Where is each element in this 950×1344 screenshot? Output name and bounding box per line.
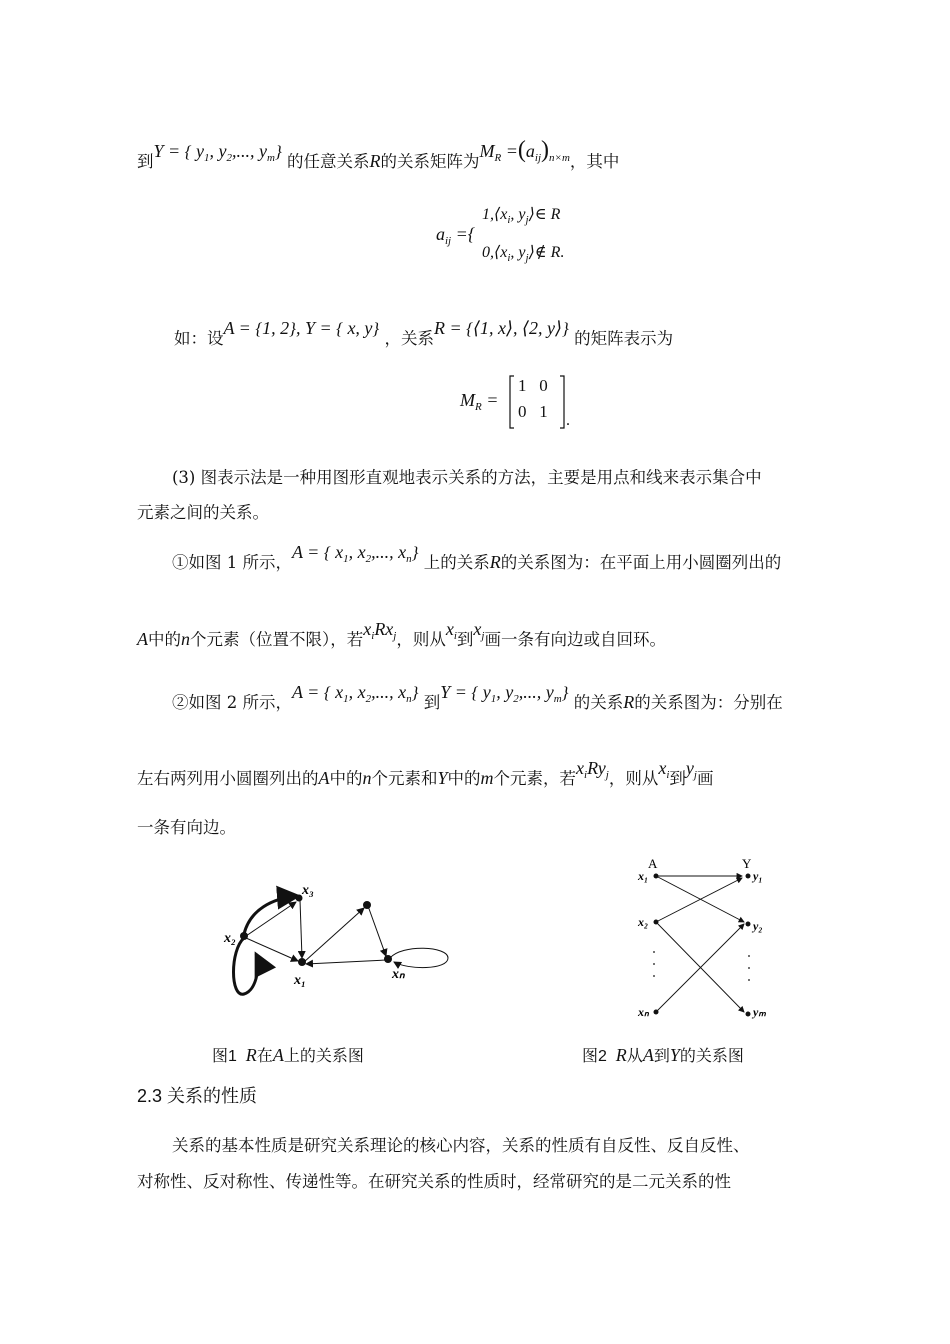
text: 的关系图为：在平面上用小圆圈列出的 bbox=[500, 553, 782, 572]
text: 的关系图为：分别在 bbox=[634, 693, 783, 712]
ellipsis-right bbox=[748, 955, 750, 981]
text: 个元素，若 bbox=[493, 769, 577, 788]
symbol-xi: $x_i$ bbox=[445, 619, 457, 642]
text: 到 bbox=[669, 769, 686, 788]
label-x2: x₂ bbox=[638, 915, 649, 929]
symbol-A: A bbox=[272, 1045, 284, 1065]
node-x1 bbox=[654, 874, 659, 879]
edge-x2-x3 bbox=[246, 902, 296, 936]
text: 关系的基本性质是研究关系理论的核心内容，关系的性质有自反性、反自反性、 bbox=[172, 1136, 750, 1155]
set-Y-example: , Y = { x, y} bbox=[295, 318, 380, 338]
edge-x2-y1 bbox=[656, 878, 742, 922]
edge-top-xn bbox=[368, 906, 386, 956]
section-heading: 2.3 关系的性质 bbox=[137, 1086, 258, 1106]
relation-R: R bbox=[489, 552, 501, 572]
text: 到 bbox=[423, 693, 441, 712]
symbol-A: A bbox=[642, 1045, 654, 1065]
text: 在 bbox=[256, 1048, 273, 1065]
column-label-A: A bbox=[648, 856, 658, 871]
text: ，则从 bbox=[608, 769, 659, 788]
set-A-x: A = { $x_1$, $x_2$,..., $x_n$} bbox=[292, 682, 419, 705]
node-x2 bbox=[654, 920, 659, 925]
label-xn: xₙ bbox=[638, 1005, 649, 1019]
text: ，则从 bbox=[396, 630, 446, 649]
label-x1: x₁ bbox=[638, 869, 649, 883]
figure-1-caption bbox=[212, 1043, 364, 1066]
text: 中的 bbox=[148, 630, 181, 649]
item1-line2 bbox=[137, 619, 858, 658]
edge-x3-x1 bbox=[300, 900, 302, 958]
figure-1-graph bbox=[222, 870, 482, 1020]
symbol-Y: Y bbox=[669, 1045, 680, 1065]
set-Y-formula: Y = { $y_1$, $y_2$,..., $y_m$} bbox=[153, 141, 282, 164]
matrix-dot: . bbox=[566, 412, 570, 429]
figure-2-caption bbox=[582, 1043, 744, 1066]
text: ②如图 2 所示， bbox=[172, 693, 292, 712]
ellipsis-left bbox=[653, 951, 655, 977]
set-A-x: A = { $x_1$, $x_2$,..., $x_n$} bbox=[292, 542, 419, 565]
text: 左右两列用小圆圈列出的 bbox=[137, 769, 319, 788]
text: 从 bbox=[626, 1048, 643, 1065]
item1-line1 bbox=[172, 542, 858, 581]
relation-xRy: $x_iRy_j$ bbox=[576, 758, 609, 781]
text: 图2 bbox=[582, 1048, 607, 1065]
relation-R: R bbox=[369, 151, 381, 171]
text: ，关系 bbox=[384, 329, 434, 348]
item2-line1 bbox=[172, 682, 858, 721]
edge-x2-x1 bbox=[246, 938, 298, 961]
matrix-row-1: 1 0 bbox=[518, 376, 548, 395]
text: 到 bbox=[137, 152, 154, 171]
edge-x2-x3-curve bbox=[244, 896, 298, 934]
relation-R: R bbox=[623, 692, 635, 712]
text: 的关系 bbox=[573, 693, 624, 712]
piecewise-definition bbox=[436, 200, 656, 270]
piecewise-case2: $0,⟨x_i$, $y_j⟩\notin$ R. bbox=[482, 244, 565, 264]
matrix-formula: $M_R =(a_{ij})_{n\times m}$ bbox=[479, 137, 570, 164]
node-x1 bbox=[298, 958, 306, 966]
text: 到 bbox=[653, 1048, 670, 1065]
para-matrix-def bbox=[137, 137, 858, 180]
text: 中的 bbox=[329, 769, 363, 788]
text: 的关系矩阵为 bbox=[380, 152, 480, 171]
symbol-xi: $x_i$ bbox=[658, 758, 670, 781]
figure-2-graph bbox=[632, 852, 782, 1022]
label-x3: x₃ bbox=[302, 883, 314, 898]
node-x2 bbox=[240, 932, 248, 940]
example-line bbox=[140, 318, 858, 351]
section-para-line1 bbox=[172, 1134, 858, 1158]
text: 的关系图 bbox=[679, 1048, 744, 1065]
text: 如：设 bbox=[174, 329, 224, 348]
section-para-line2 bbox=[137, 1170, 858, 1194]
text: 的任意关系 bbox=[287, 152, 370, 171]
symbol-m: m bbox=[480, 768, 494, 788]
para-graph-method-1 bbox=[172, 466, 858, 490]
node-top bbox=[363, 901, 371, 909]
text: 到 bbox=[456, 630, 474, 649]
symbol-A: A bbox=[137, 629, 148, 649]
text: 个元素和 bbox=[371, 769, 438, 788]
label-xn: xₙ bbox=[392, 967, 405, 982]
edge-xn-x1 bbox=[306, 960, 386, 964]
matrix-example bbox=[460, 372, 620, 432]
symbol-n: n bbox=[362, 768, 372, 788]
matrix-lhs: $M_R$ = bbox=[460, 390, 499, 413]
label-x1: x₁ bbox=[294, 973, 306, 988]
set-Y-y: Y = { $y_1$, $y_2$,..., $y_m$} bbox=[440, 682, 569, 705]
text: 上的关系图 bbox=[283, 1048, 364, 1065]
node-y1 bbox=[746, 874, 751, 879]
symbol-Y: Y bbox=[437, 768, 448, 788]
item2-line3 bbox=[137, 816, 858, 840]
symbol-R: R bbox=[245, 1045, 257, 1065]
text: ①如图 1 所示， bbox=[172, 553, 292, 572]
text: 对称性、反对称性、传递性等。在研究关系的性质时，经常研究的是二元关系的性 bbox=[137, 1172, 731, 1191]
relation-xRx: $x_iRx_j$ bbox=[363, 619, 397, 642]
para-graph-method-2 bbox=[137, 501, 858, 525]
set-A-example: A = {1, 2} bbox=[223, 318, 296, 338]
node-ym bbox=[746, 1012, 751, 1017]
text: 中的 bbox=[447, 769, 481, 788]
text: 一条有向边。 bbox=[137, 818, 236, 837]
symbol-n: n bbox=[181, 629, 190, 649]
symbol-yj: $y_j$ bbox=[685, 758, 697, 781]
matrix-row-2: 0 1 bbox=[518, 402, 548, 421]
piecewise-lhs: $a_{ij}$ ={ bbox=[436, 224, 475, 247]
label-ym: yₘ bbox=[753, 1005, 766, 1019]
symbol-A: A bbox=[318, 768, 330, 788]
label-x2: x₂ bbox=[224, 931, 236, 946]
node-xn bbox=[654, 1010, 659, 1015]
relation-example: R = {⟨1, x⟩, ⟨2, y⟩} bbox=[433, 318, 569, 338]
node-y2 bbox=[746, 922, 751, 927]
item2-line2 bbox=[137, 758, 858, 797]
text: 上的关系 bbox=[423, 553, 490, 572]
text: (3) 图表示法是一种用图形直观地表示关系的方法，主要是用点和线来表示集合中 bbox=[172, 468, 762, 487]
self-loop-xn bbox=[390, 948, 448, 967]
text: 画 bbox=[696, 769, 714, 788]
symbol-xj: $x_j$ bbox=[473, 619, 485, 642]
symbol-R: R bbox=[615, 1045, 627, 1065]
text: 图1 bbox=[212, 1048, 237, 1065]
self-loop-x2 bbox=[234, 938, 258, 994]
text: ，其中 bbox=[569, 152, 620, 171]
text: 个元素（位置不限），若 bbox=[190, 630, 364, 649]
text: 的矩阵表示为 bbox=[574, 329, 674, 348]
label-y1: y₁ bbox=[753, 869, 763, 883]
text: 元素之间的关系。 bbox=[137, 503, 269, 522]
edge-x1-top bbox=[304, 908, 364, 962]
node-xn bbox=[384, 955, 392, 963]
text: 画一条有向边或自回环。 bbox=[484, 630, 666, 649]
piecewise-case1: $1,⟨x_i$, $y_j⟩\in$ R bbox=[482, 206, 561, 226]
column-label-Y: Y bbox=[742, 856, 752, 871]
label-y2: y₂ bbox=[753, 919, 763, 933]
